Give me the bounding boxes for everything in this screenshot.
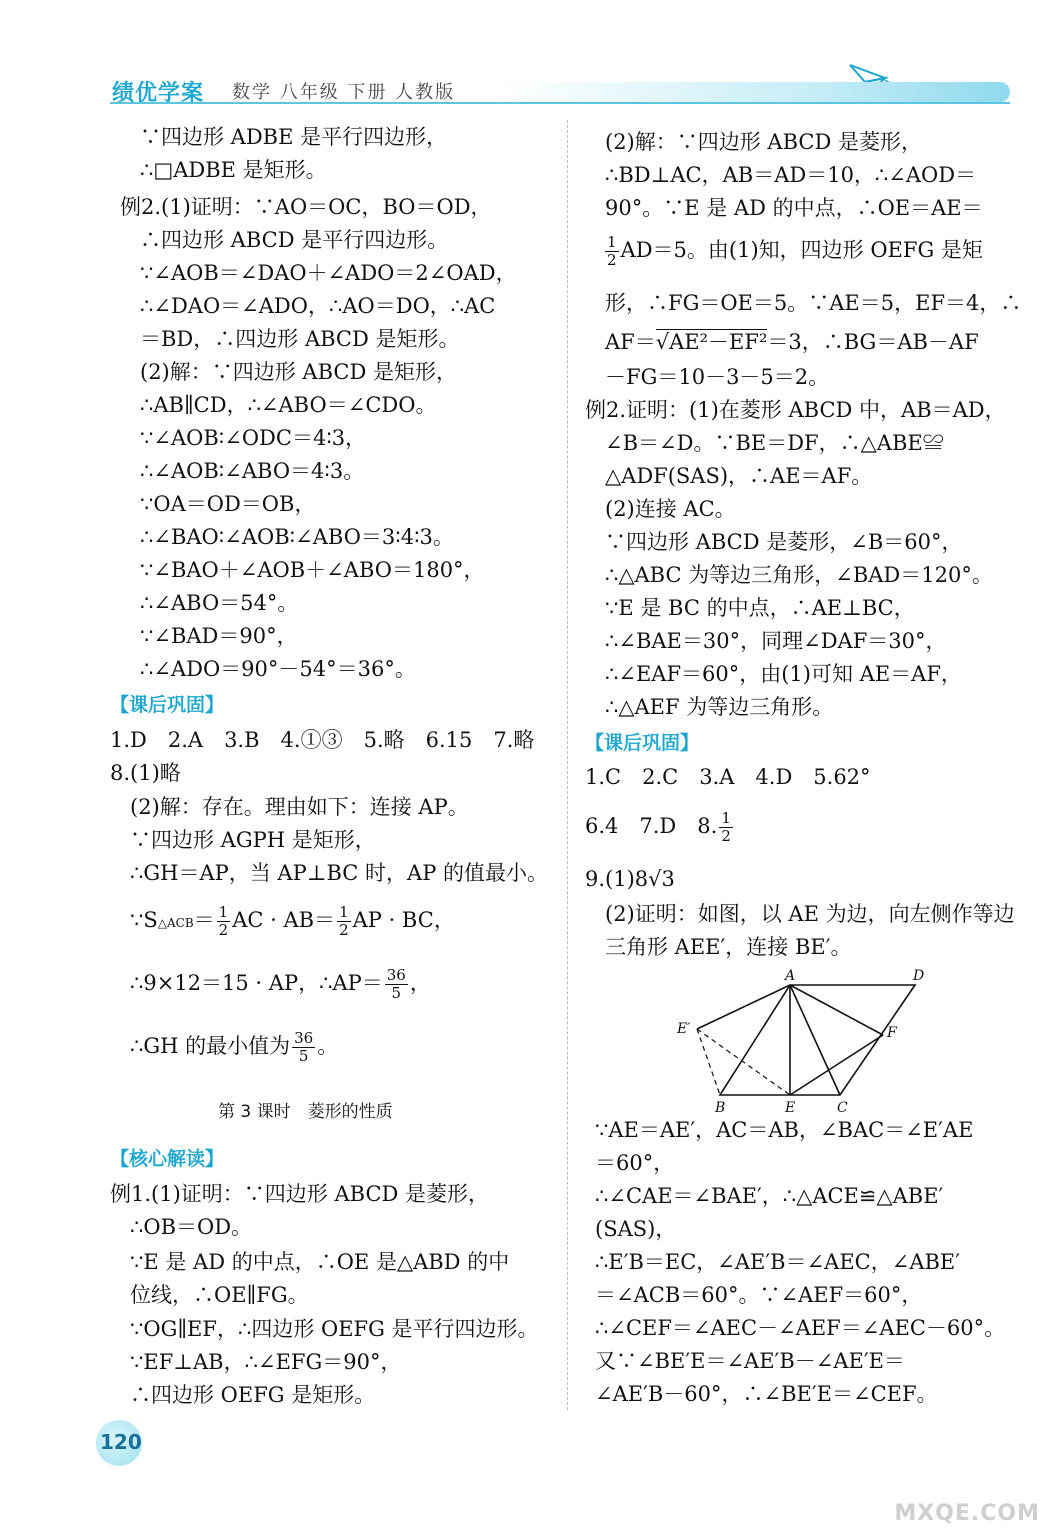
- text-line: 三角形 AEE′，连接 BE′。: [605, 935, 852, 959]
- geometry-diagram: [675, 967, 935, 1117]
- segment-af: [790, 985, 883, 1035]
- text-line: ∴∠ABO＝54°。: [140, 591, 299, 615]
- text-line: ∴∠EAF＝60°，由(1)可知 AE＝AF，: [605, 662, 962, 686]
- text-line: 例2.(1)证明：∵AO＝OC，BO＝OD，: [120, 195, 492, 219]
- fraction-numerator: 1: [339, 903, 349, 921]
- label-d: D: [913, 968, 925, 984]
- rhombus-outline: [720, 985, 915, 1095]
- square-root-expression: √AE²－EF²: [655, 330, 768, 354]
- text-line: ∴∠DAO＝∠ADO，∴AO＝DO，∴AC: [140, 294, 496, 318]
- text-line: ∴E′B＝EC，∠AE′B＝∠AEC，∠ABE′: [595, 1250, 961, 1274]
- text-line: ∵∠BAD＝90°，: [140, 624, 298, 648]
- label-c: C: [837, 1100, 848, 1116]
- ap-equation: [130, 967, 431, 1002]
- label-e: E: [785, 1100, 796, 1116]
- section-heading: 【课后巩固】: [585, 732, 700, 754]
- text-fragment: AD＝5。由(1)知，四边形 OEFG 是矩: [620, 238, 983, 262]
- watermark-text: MXQE.COM: [894, 1501, 1040, 1526]
- text-line: ＝∠ACB＝60°。∵∠AEF＝60°，: [595, 1283, 923, 1307]
- label-e-prime: E′: [677, 1021, 691, 1037]
- column-divider: [567, 120, 568, 1410]
- text-fragment: ∴9×12＝15 · AP，∴AP＝: [130, 971, 383, 995]
- text-line: ∴四边形 ABCD 是平行四边形。: [140, 228, 449, 252]
- answer-line: 9.(1)8√3: [585, 867, 675, 891]
- text-line: ∵AE＝AE′，AC＝AB，∠BAC＝∠E′AE: [595, 1118, 974, 1142]
- text-line: ∴∠BAE＝30°，同理∠DAF＝30°，: [605, 629, 947, 653]
- fraction: [605, 234, 619, 269]
- text-fragment: AC · AB＝: [232, 908, 336, 932]
- text-line: ∵∠AOB＝∠DAO＋∠ADO＝2∠OAD，: [140, 261, 517, 285]
- text-line: ∵∠AOB∶∠ODC＝4∶3，: [140, 426, 367, 450]
- text-fragment: ＝3，∴BG＝AB－AF: [767, 330, 979, 354]
- text-fragment: AP · BC，: [352, 908, 455, 932]
- fraction-denominator: 2: [339, 921, 349, 939]
- fraction: [292, 1030, 315, 1065]
- gh-min-line: [130, 1030, 338, 1065]
- text-line: (2)解：∵四边形 ABCD 是菱形，: [605, 130, 922, 154]
- label-a: A: [785, 968, 796, 984]
- text-line: ∴OB＝OD。: [130, 1215, 253, 1239]
- text-line: ∵E 是 BC 的中点，∴AE⊥BC，: [605, 596, 915, 620]
- text-fragment: ∵S: [130, 908, 158, 932]
- text-line: ∴△AEF 为等边三角形。: [605, 695, 834, 719]
- fraction: [385, 967, 408, 1002]
- fraction-numerator: 1: [607, 233, 617, 251]
- header-band: [500, 82, 1010, 102]
- text-line: (2)解：存在。理由如下：连接 AP。: [130, 795, 469, 819]
- text-line: ∴∠AOB∶∠ABO＝4∶3。: [140, 459, 365, 483]
- fraction-denominator: 2: [607, 251, 617, 269]
- text-line: ＝BD，∴四边形 ABCD 是矩形。: [140, 327, 460, 351]
- text-fragment: ，: [409, 971, 431, 995]
- text-fragment: ∴GH 的最小值为: [130, 1034, 291, 1058]
- text-line: ∵OA＝OD＝OB，: [140, 492, 316, 516]
- section-heading: 【课后巩固】: [110, 694, 225, 716]
- page-header: [0, 60, 1059, 110]
- fraction-denominator: 5: [391, 984, 402, 1002]
- area-equation: [130, 904, 455, 939]
- text-line: ∴GH＝AP，当 AP⊥BC 时，AP 的值最小。: [130, 861, 548, 885]
- text-line: ∴∠CAE＝∠BAE′，∴△ACE≌△ABE′: [595, 1184, 944, 1208]
- text-line: ∴□ADBE 是矩形。: [140, 158, 327, 182]
- fraction: [337, 904, 351, 939]
- fraction-numerator: 36: [386, 966, 406, 984]
- fraction-numerator: 36: [294, 1029, 314, 1047]
- text-line: (2)证明：如图，以 AE 为边，向左侧作等边: [605, 902, 1015, 926]
- af-line: [605, 327, 979, 357]
- text-fragment: AF＝: [605, 330, 656, 354]
- text-line: ∴BD⊥AC，AB＝AD＝10，∴∠AOD＝: [605, 163, 977, 187]
- half-ad-line: [605, 234, 983, 269]
- text-line: 例1.(1)证明：∵四边形 ABCD 是菱形，: [110, 1182, 490, 1206]
- text-fragment: ＝: [193, 908, 215, 932]
- text-line: ∠B＝∠D。∵BE＝DF，∴△ABE≌: [605, 431, 944, 455]
- label-b: B: [715, 1100, 726, 1116]
- text-line: ∴∠CEF＝∠AEC－∠AEF＝∠AEC－60°。: [595, 1316, 1006, 1340]
- text-line: ∵四边形 ADBE 是平行四边形，: [140, 125, 448, 149]
- text-line: ∠AE′B－60°，∴∠BE′E＝∠CEF。: [595, 1382, 938, 1406]
- fraction-numerator: 1: [721, 809, 731, 827]
- text-fragment: 。: [317, 1034, 339, 1058]
- text-line: ∵四边形 AGPH 是矩形，: [130, 828, 376, 852]
- section-heading: 【核心解读】: [110, 1148, 225, 1170]
- fraction-numerator: 1: [218, 903, 229, 921]
- fraction: [217, 904, 231, 939]
- text-line: △ADF(SAS)，∴AE＝AF。: [605, 464, 873, 488]
- text-line: ∴∠BAO∶∠AOB∶∠ABO＝3∶4∶3。: [140, 525, 454, 549]
- text-fragment: 6.4 7.D 8.: [585, 814, 718, 838]
- text-line: ∴AB∥CD，∴∠ABO＝∠CDO。: [140, 393, 437, 417]
- text-line: ∴△ABC 为等边三角形，∠BAD＝120°。: [605, 563, 993, 587]
- lesson-title: 第 3 课时 菱形的性质: [218, 1102, 393, 1122]
- watermark: [880, 1455, 1050, 1530]
- subscript: △ACB: [157, 916, 194, 930]
- text-line: 又∵∠BE′E＝∠AE′B－∠AE′E＝: [595, 1349, 905, 1373]
- text-line: ＝60°，: [595, 1151, 675, 1175]
- answer-line: [585, 810, 735, 845]
- brand-logo: 绩优学案: [112, 81, 205, 106]
- answer-line: 1.D 2.A 3.B 4.①③ 5.略 6.15 7.略: [110, 728, 535, 752]
- text-line: 例2.证明：(1)在菱形 ABCD 中，AB＝AD，: [585, 398, 1006, 422]
- text-line: ∵EF⊥AB，∴∠EFG＝90°，: [130, 1350, 402, 1374]
- page-number-badge: [96, 1420, 142, 1466]
- dashed-segment-be-prime: [697, 1029, 720, 1095]
- answer-line: 8.(1)略: [110, 761, 181, 785]
- fraction-denominator: 2: [218, 921, 229, 939]
- text-line: －FG＝10－3－5＝2。: [605, 365, 830, 389]
- text-line: 90°。∵E 是 AD 的中点，∴OE＝AE＝: [605, 196, 983, 220]
- text-line: ∵OG∥EF，∴四边形 OEFG 是平行四边形。: [130, 1317, 539, 1341]
- page-number: 120: [100, 1430, 142, 1454]
- answer-line: 1.C 2.C 3.A 4.D 5.62°: [585, 765, 871, 789]
- label-f: F: [887, 1025, 897, 1041]
- text-line: (SAS)，: [595, 1217, 677, 1241]
- text-line: ∵E 是 AD 的中点，∴OE 是△ABD 的中: [130, 1250, 510, 1274]
- text-line: 形，∴FG＝OE＝5。∵AE＝5，EF＝4，∴: [605, 291, 1022, 315]
- fraction-denominator: 5: [298, 1047, 309, 1065]
- text-line: ∵∠BAO＋∠AOB＋∠ABO＝180°，: [140, 558, 485, 582]
- text-line: ∴∠ADO＝90°－54°＝36°。: [140, 657, 416, 681]
- fraction: [719, 810, 733, 845]
- book-subtitle: 数学 八年级 下册 人教版: [232, 82, 456, 103]
- text-line: (2)解：∵四边形 ABCD 是矩形，: [140, 360, 457, 384]
- text-line: (2)连接 AC。: [605, 497, 736, 521]
- text-line: 位线，∴OE∥FG。: [130, 1283, 309, 1307]
- text-line: ∴四边形 OEFG 是矩形。: [130, 1383, 376, 1407]
- text-line: ∵四边形 ABCD 是菱形，∠B＝60°，: [605, 530, 963, 554]
- dashed-segment-ee-prime: [697, 1029, 790, 1095]
- fraction-denominator: 2: [721, 827, 731, 845]
